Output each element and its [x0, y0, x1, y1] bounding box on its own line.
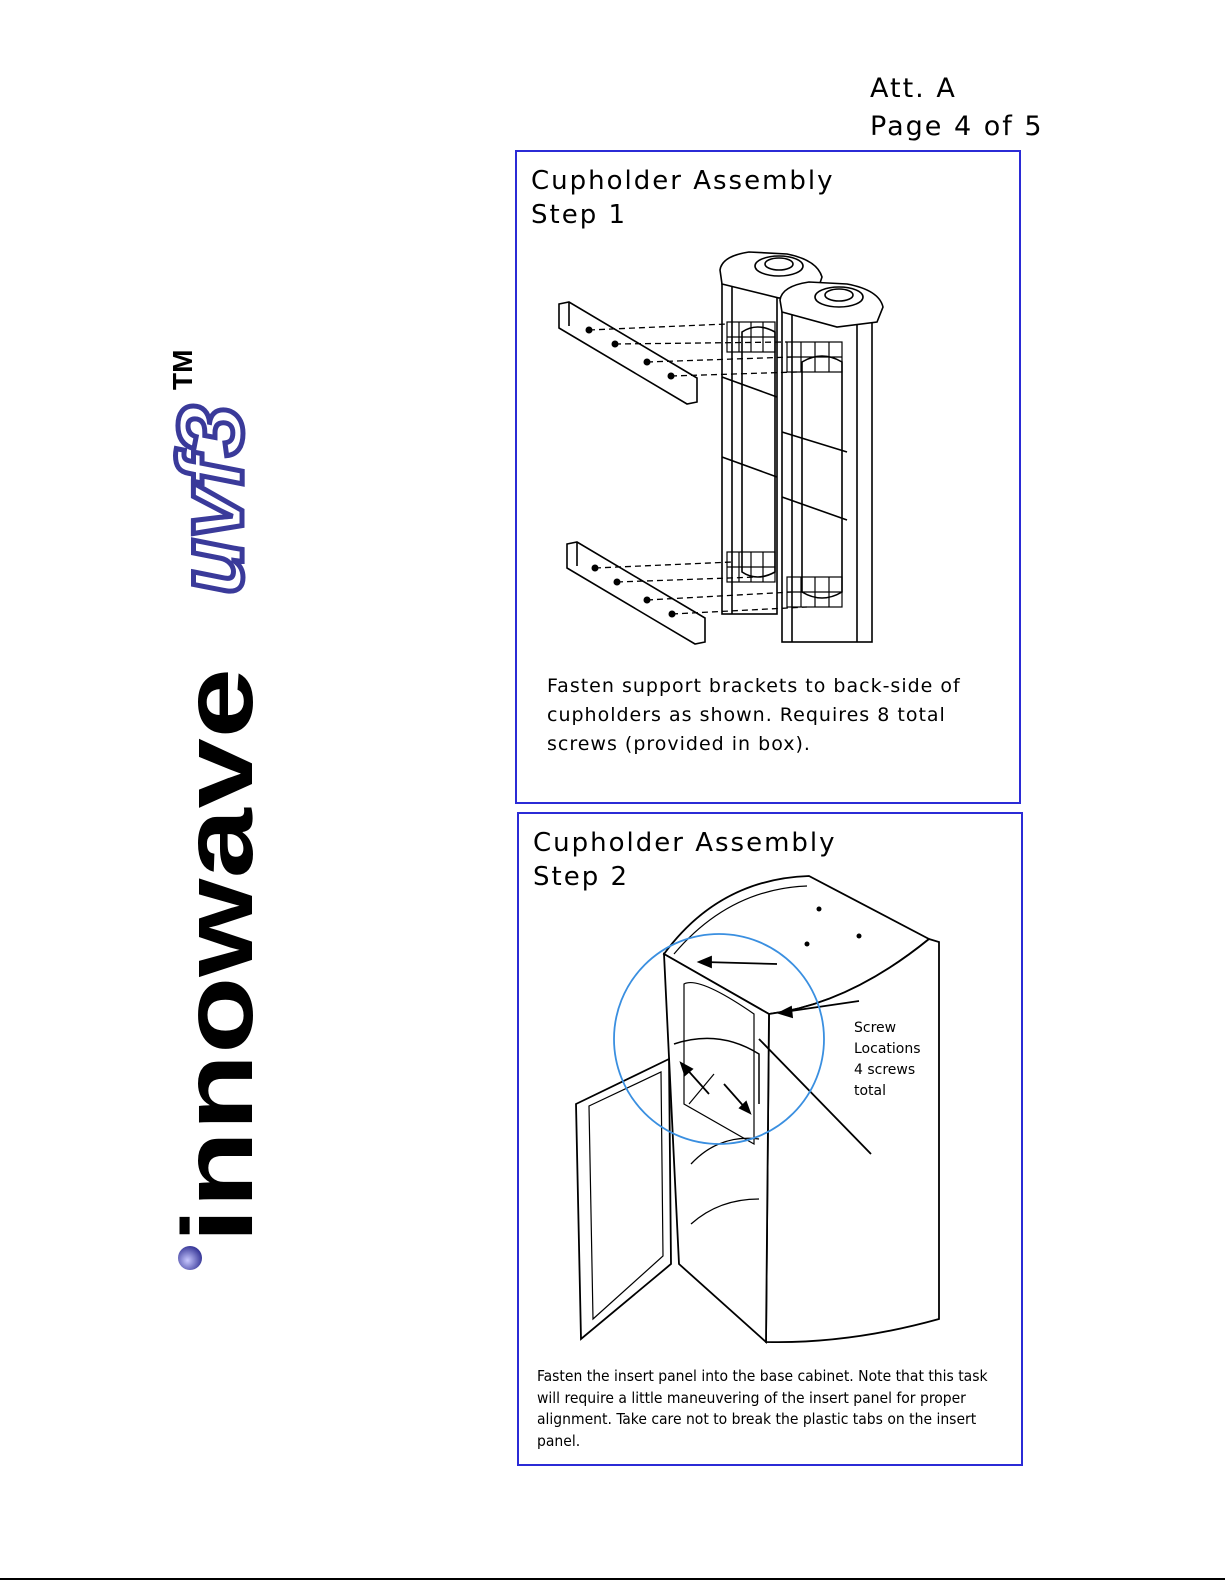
step2-title-line2: Step 2	[533, 862, 630, 892]
callout-line: total	[854, 1083, 887, 1099]
step1-panel	[515, 150, 1021, 804]
step2-title-line1: Cupholder Assembly	[533, 828, 837, 858]
cabinet-front	[664, 954, 769, 1342]
cupholder-left	[722, 284, 777, 614]
step1-title-line1: Cupholder Assembly	[531, 166, 835, 196]
callout-line: Screw	[854, 1020, 897, 1036]
attachment-label: Att. A	[870, 73, 957, 104]
step1-caption: Fasten support brackets to back-side of cupholders as shown. Requires 8 total screws (provided in box).	[547, 675, 961, 755]
top-bracket	[559, 302, 697, 404]
step1-title-line2: Step 1	[531, 200, 628, 230]
page-reference	[870, 70, 1044, 146]
bottom-bracket	[567, 542, 705, 644]
step2-panel	[517, 812, 1023, 1466]
callout-line: Locations	[854, 1041, 921, 1057]
screw-locations-callout	[854, 1018, 934, 1102]
bottom-rule	[0, 1578, 1225, 1580]
logo-product-text: uvf3	[160, 405, 262, 595]
logo-trademark: TM	[167, 349, 198, 390]
step2-caption: Fasten the insert panel into the base cabinet. Note that this task will require a little maneuvering of the insert panel for proper alignment. Take care not to break the plastic tabs on the insert panel.	[537, 1367, 988, 1450]
innowave-uvf3-logo	[160, 300, 274, 1280]
callout-line: 4 screws	[854, 1062, 916, 1078]
logo-brand-text: innowave	[162, 787, 274, 1243]
page-number: Page 4 of 5	[870, 111, 1044, 142]
logo-dot-icon	[178, 1246, 202, 1270]
cupholder-right	[782, 302, 872, 642]
